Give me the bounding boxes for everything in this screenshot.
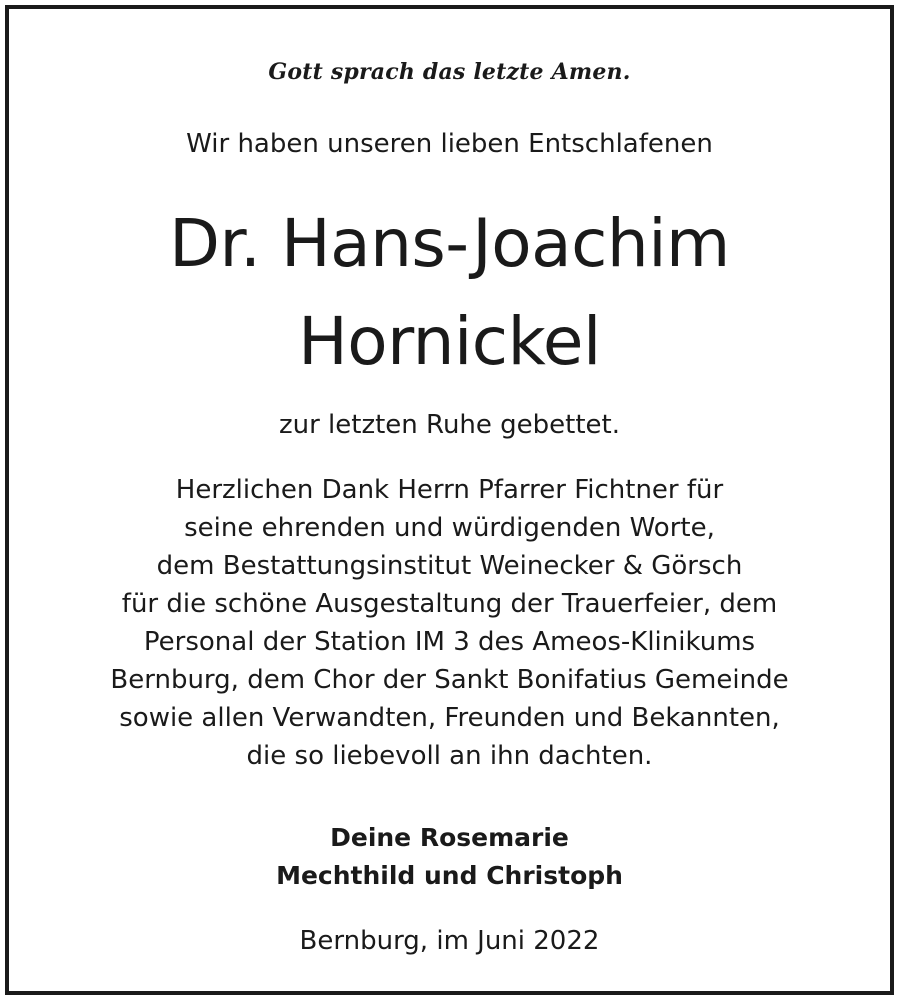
thanks-line: Herzlichen Dank Herrn Pfarrer Fichtner für	[175, 475, 724, 505]
obituary-notice	[5, 5, 894, 995]
deceased-name-line-2: Hornickel	[298, 303, 601, 380]
signer-name: Deine Rosemarie	[330, 823, 569, 852]
thanks-line: Bernburg, dem Chor der Sankt Bonifatius Gemeinde	[110, 665, 789, 695]
thanks-line: die so liebevoll an ihn dachten.	[246, 741, 653, 771]
thanks-line: für die schöne Ausgestaltung der Trauerfeier, dem	[121, 589, 778, 619]
signer-name: Mechthild und Christoph	[276, 861, 623, 890]
place-date-text: Bernburg, im Juni 2022	[299, 926, 600, 956]
rest-text: zur letzten Ruhe gebettet.	[278, 410, 621, 440]
thanks-paragraph	[9, 471, 890, 775]
thanks-line: seine ehrenden und würdigenden Worte,	[184, 513, 715, 543]
thanks-line: sowie allen Verwandten, Freunden und Bekannten,	[119, 703, 780, 733]
motto-text: Gott sprach das letzte Amen.	[268, 59, 631, 85]
intro-text: Wir haben unseren lieben Entschlafenen	[186, 129, 713, 159]
deceased-name-line-1: Dr. Hans-Joachim	[169, 205, 730, 282]
thanks-line: Personal der Station IM 3 des Ameos-Klinikums	[143, 627, 756, 657]
signers-block	[9, 819, 890, 895]
thanks-line: dem Bestattungsinstitut Weinecker & Görsch	[156, 551, 743, 581]
